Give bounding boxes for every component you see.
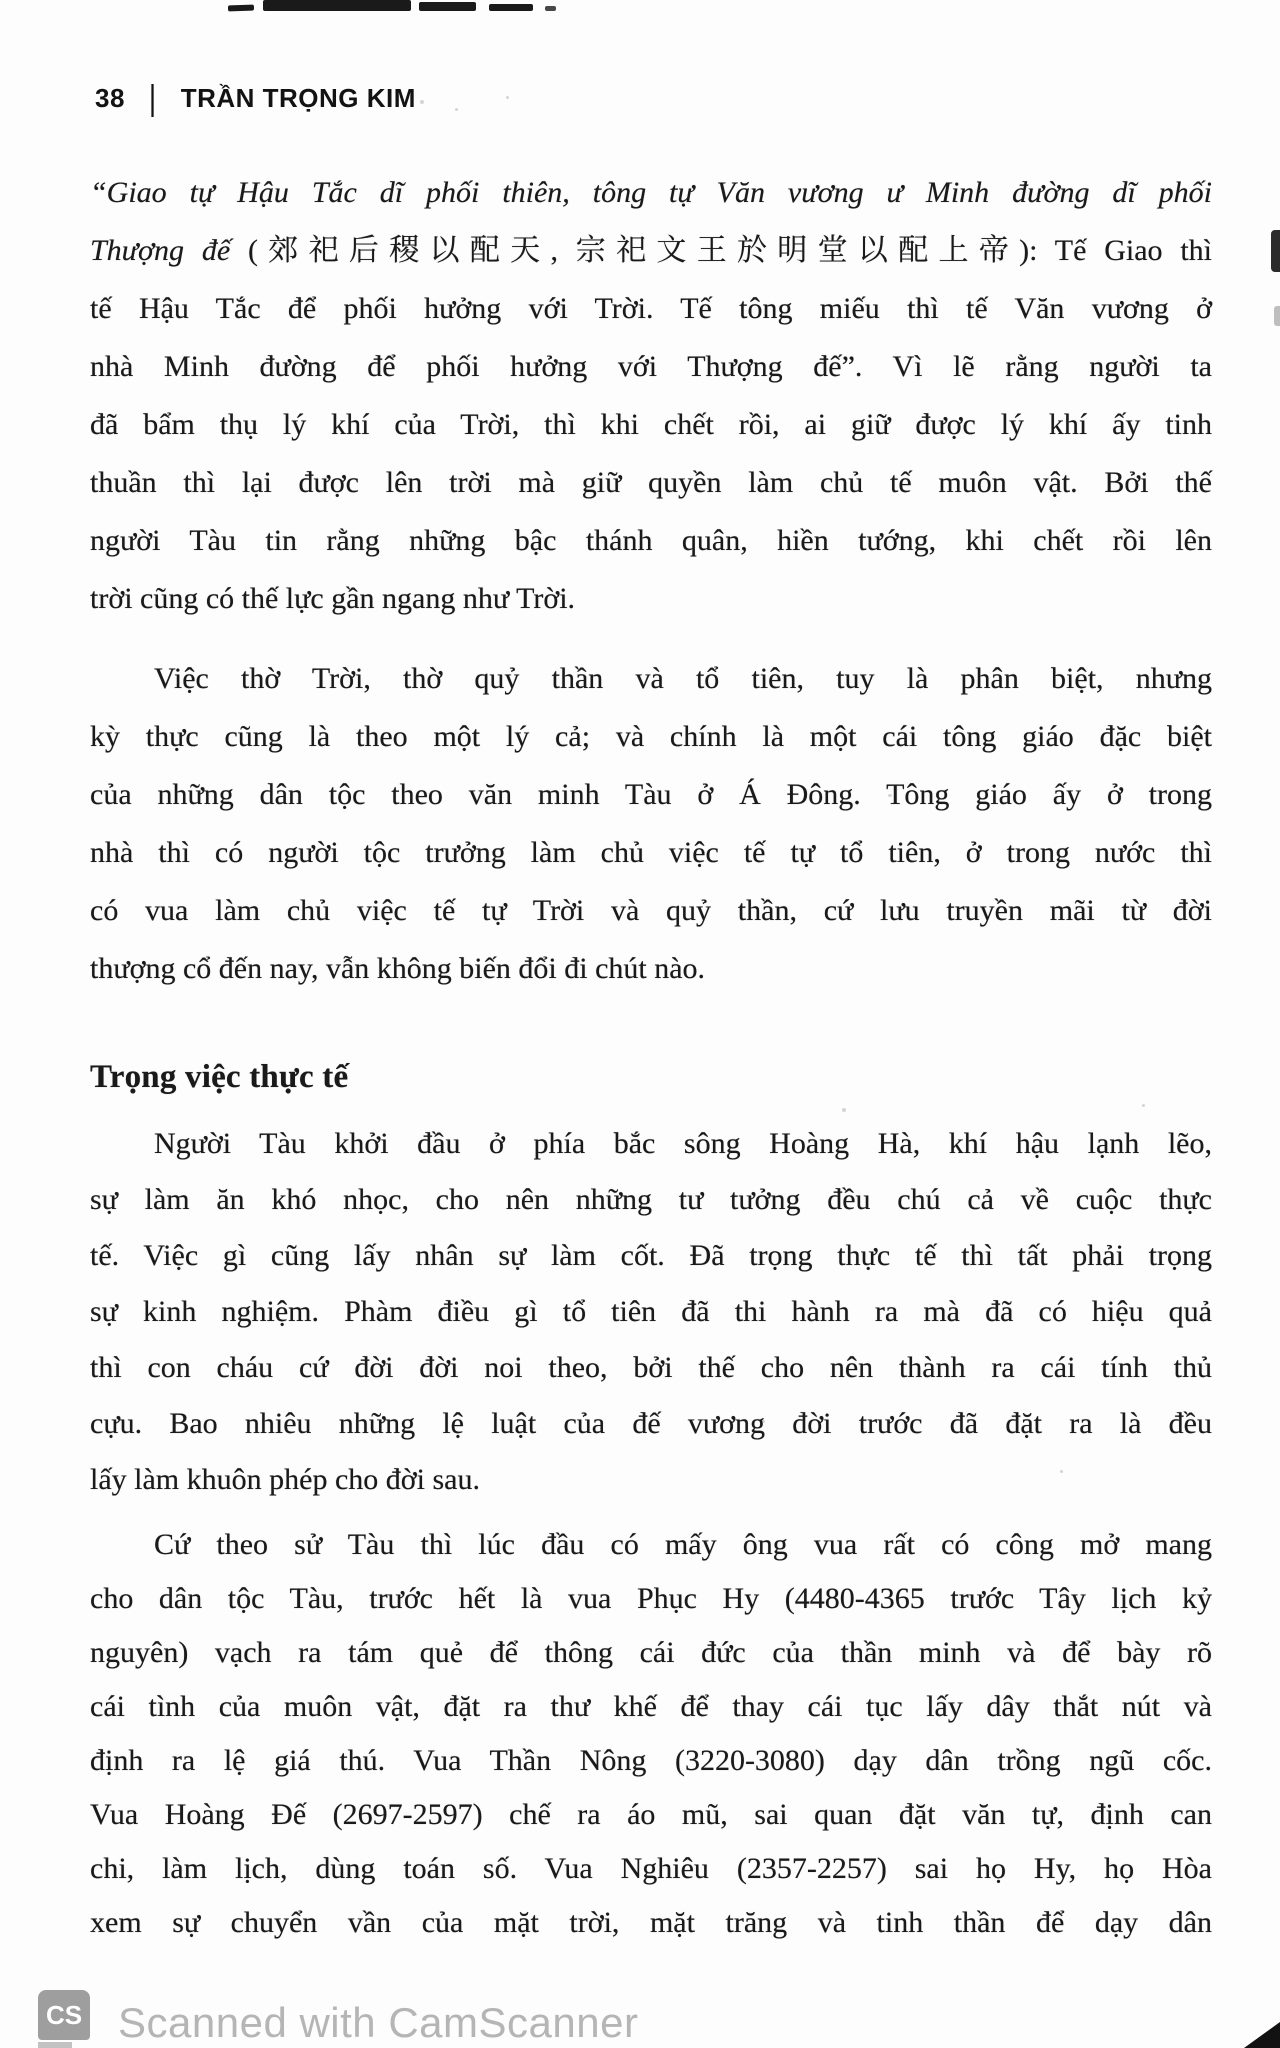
scan-artifact xyxy=(263,0,411,11)
text-line: trời cũng có thế lực gần ngang như Trời. xyxy=(90,582,576,615)
running-title: TRẦN TRỌNG KIM xyxy=(180,82,416,113)
section-heading: Trọng việc thực tế xyxy=(90,1059,349,1095)
text-line: có vua làm chủ việc tế tự Trời và quỷ thần, cứ lưu truyền mãi từ đời xyxy=(90,894,1212,927)
paragraph xyxy=(90,1116,1212,1508)
scan-speck xyxy=(420,100,424,104)
header-divider: | xyxy=(148,78,157,117)
text-line: Cứ theo sử Tàu thì lúc đầu có mấy ông vua rất có công mở mang xyxy=(154,1528,1212,1561)
text-line: nguyên) vạch ra tám quẻ để thông cái đức của thần minh và để bày rõ xyxy=(90,1636,1212,1669)
text-line: nhà Minh đường để phối hưởng với Thượng đế”. Vì lẽ rằng người ta xyxy=(90,350,1212,383)
scan-artifact xyxy=(489,4,533,11)
text-line: định ra lệ giá thú. Vua Thần Nông (3220-3080) dạy dân trồng ngũ cốc. xyxy=(90,1744,1212,1777)
cs-logo-tab xyxy=(38,2042,72,2048)
text-line: của những dân tộc theo văn minh Tàu ở Á Đông. Tông giáo ấy ở trong xyxy=(90,778,1212,811)
page-body xyxy=(90,164,1212,1950)
text-line: Việc thờ Trời, thờ quỷ thần và tổ tiên, tuy là phân biệt, nhưng xyxy=(154,662,1212,695)
text-line: cho dân tộc Tàu, trước hết là vua Phục Hy (4480-4365 trước Tây lịch kỷ xyxy=(90,1582,1212,1615)
text-line: Vua Hoàng Đế (2697-2597) chế ra áo mũ, sai quan đặt văn tự, định can xyxy=(90,1798,1212,1831)
camscanner-logo-icon xyxy=(38,1990,92,2048)
paragraph xyxy=(90,1518,1212,1950)
text-line: sự kinh nghiệm. Phàm điều gì tổ tiên đã thi hành ra mà đã có hiệu quả xyxy=(90,1295,1212,1328)
scan-speck xyxy=(506,96,509,99)
quote-paragraph xyxy=(90,164,1212,628)
text-line: cái tình của muôn vật, đặt ra thư khế để thay cái tục lấy dây thắt nút và xyxy=(90,1690,1212,1723)
scan-artifact-right-edge xyxy=(1271,230,1280,272)
text-line: cựu. Bao nhiêu những lệ luật của đế vương đời trước đã đặt ra là đều xyxy=(90,1407,1212,1440)
text-line: lấy làm khuôn phép cho đời sau. xyxy=(90,1463,480,1496)
scan-artifact-right-edge xyxy=(1274,306,1280,326)
text-line: nhà thì có người tộc trưởng làm chủ việc tế tự tổ tiên, ở trong nước thì xyxy=(90,836,1212,869)
quote-lead: Thượng đế xyxy=(90,234,231,267)
camscanner-footer xyxy=(38,1990,1280,2048)
text-line xyxy=(90,222,1212,280)
text-line: xem sự chuyển vần của mặt trời, mặt trăng và tinh thần để dạy dân xyxy=(90,1906,1212,1939)
scan-speck xyxy=(455,108,458,111)
text-line: sự làm ăn khó nhọc, cho nên những tư tưởng đều chú cả về cuộc thực xyxy=(90,1183,1212,1216)
text-line: đã bẩm thụ lý khí của Trời, thì khi chết rồi, ai giữ được lý khí ấy tinh xyxy=(90,408,1212,441)
page-number: 38 xyxy=(95,82,125,113)
text-line: thượng cổ đến nay, vẫn không biến đổi đi chút nào. xyxy=(90,952,706,985)
scan-artifact xyxy=(545,6,556,11)
chinese-citation: (郊祀后稷以配天, 宗祀文王於明堂以配上帝): Tế Giao thì xyxy=(230,234,1212,267)
page-header xyxy=(95,78,416,117)
text-line: người Tàu tin rằng những bậc thánh quân, hiền tướng, khi chết rồi lên xyxy=(90,524,1212,557)
text-line: Người Tàu khởi đầu ở phía bắc sông Hoàng Hà, khí hậu lạnh lẽo, xyxy=(154,1127,1212,1160)
text-line: kỳ thực cũng là theo một lý cả; và chính là một cái tông giáo đặc biệt xyxy=(90,720,1212,753)
text-line: “Giao tự Hậu Tắc dĩ phối thiên, tông tự Văn vương ư Minh đường dĩ phối xyxy=(90,176,1212,209)
scan-artifact xyxy=(228,5,254,12)
text-line: thì con cháu cứ đời đời noi theo, bởi thế cho nên thành ra cái tính thủ xyxy=(90,1351,1212,1384)
text-line: tế Hậu Tắc để phối hưởng với Trời. Tế tông miếu thì tế Văn vương ở xyxy=(90,292,1212,325)
paragraph xyxy=(90,650,1212,998)
text-line: chi, làm lịch, dùng toán số. Vua Nghiêu (2357-2257) sai họ Hy, họ Hòa xyxy=(90,1852,1212,1885)
camscanner-watermark-text: Scanned with CamScanner xyxy=(118,1998,639,2046)
scan-artifact xyxy=(419,2,476,11)
text-line: thuần thì lại được lên trời mà giữ quyền làm chủ tế muôn vật. Bởi thế xyxy=(90,466,1212,499)
text-line: tế. Việc gì cũng lấy nhân sự làm cốt. Đã trọng thực tế thì tất phải trọng xyxy=(90,1239,1212,1272)
cs-logo-text: CS xyxy=(38,1990,90,2040)
